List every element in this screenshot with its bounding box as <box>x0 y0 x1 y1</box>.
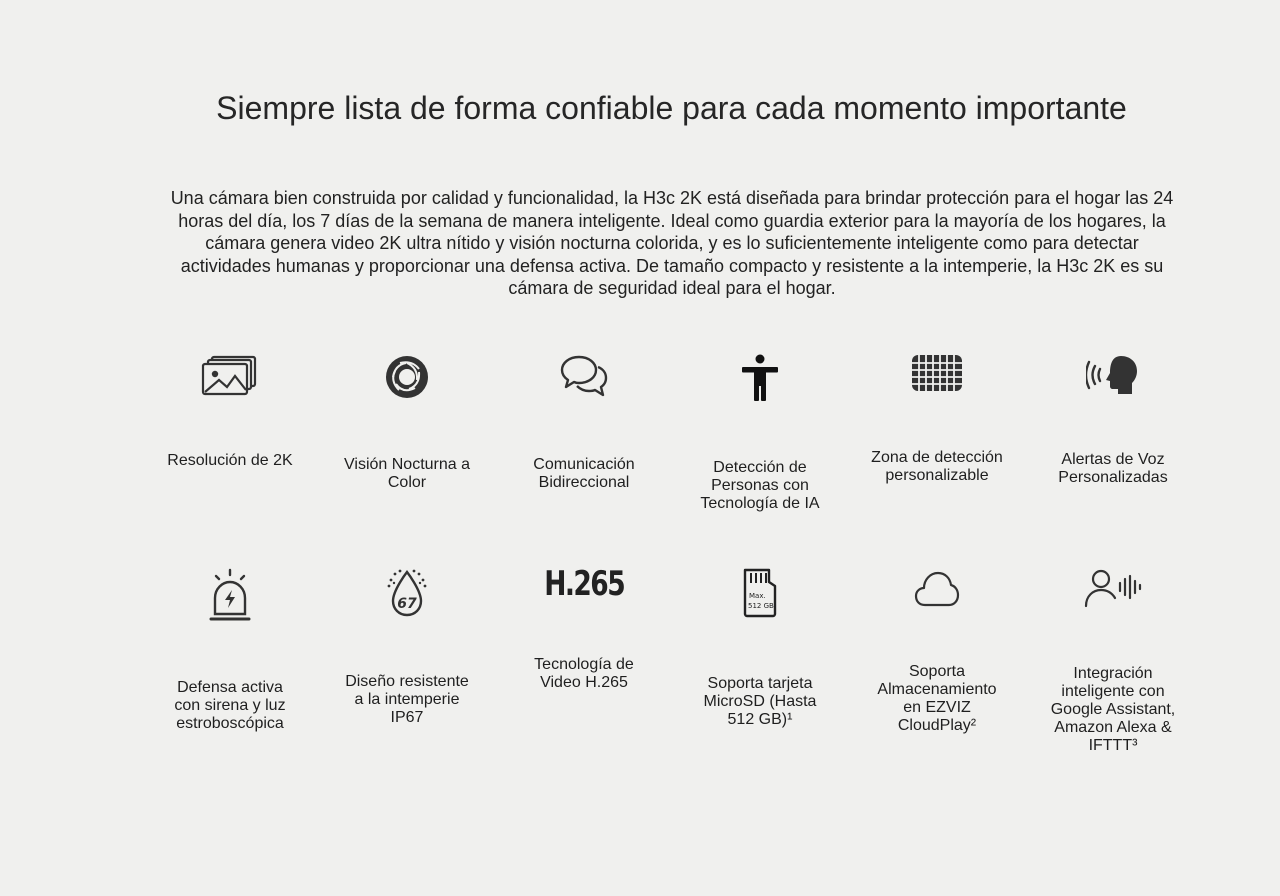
voice-head-icon <box>1049 354 1177 396</box>
microsd-icon <box>696 568 824 618</box>
feature-label: Visión Nocturna a Color <box>344 456 470 491</box>
feature-label: Soporta Almacenamiento en EZVIZ CloudPlay² <box>877 663 997 734</box>
ip67-badge: 67 <box>397 596 417 612</box>
feature-label: Defensa activa con sirena y luz estroboscópica <box>174 679 286 732</box>
user-voice-icon <box>1049 568 1177 608</box>
chat-bubbles-icon <box>520 354 648 398</box>
grid-zone-icon <box>873 354 1001 392</box>
microsd-max-text: Max. <box>749 592 766 600</box>
feature-label: Tecnología de Video H.265 <box>534 656 634 691</box>
feature-label: Integración inteligente con Google Assistant, Amazon Alexa & IFTTT³ <box>1050 665 1176 754</box>
feature-label: Diseño resistente a la intemperie IP67 <box>345 673 469 726</box>
feature-label: Zona de detección personalizable <box>871 449 1003 484</box>
product-description: Una cámara bien construida por calidad y funcionalidad, la H3c 2K está diseñada para brindar protección para el hogar las 24 horas del día, los 7 días de la semana de manera inteligente. Ideal como guardia exterior para la mayoría de los hogares, la cámara genera video 2K ultra nítido y visión nocturna colorida, y es lo suficientemente inteligente como para detectar actividades humanas y proporcionar una defensa activa. De tamaño compacto y resistente a la intemperie, la H3c 2K es su cámara de seguridad ideal para el hogar. <box>170 188 1174 298</box>
feature-label: Alertas de Voz Personalizadas <box>1058 451 1168 486</box>
h265-badge: H.265 <box>544 564 624 604</box>
feature-label: Resolución de 2K <box>167 452 293 469</box>
person-icon <box>696 354 824 402</box>
aperture-icon <box>343 354 471 400</box>
h265-icon <box>520 566 648 602</box>
feature-label: Soporta tarjeta MicroSD (Hasta 512 GB)¹ <box>703 675 817 728</box>
page-title: Siempre lista de forma confiable para cada momento importante <box>216 90 1127 126</box>
microsd-capacity-text: 512 GB <box>748 602 774 610</box>
images-icon <box>166 354 294 396</box>
waterdrop-ip67-icon <box>343 568 471 618</box>
cloud-icon <box>873 568 1001 608</box>
siren-icon <box>166 568 294 622</box>
feature-label: Comunicación Bidireccional <box>533 456 635 491</box>
feature-label: Detección de Personas con Tecnología de IA <box>700 459 820 512</box>
